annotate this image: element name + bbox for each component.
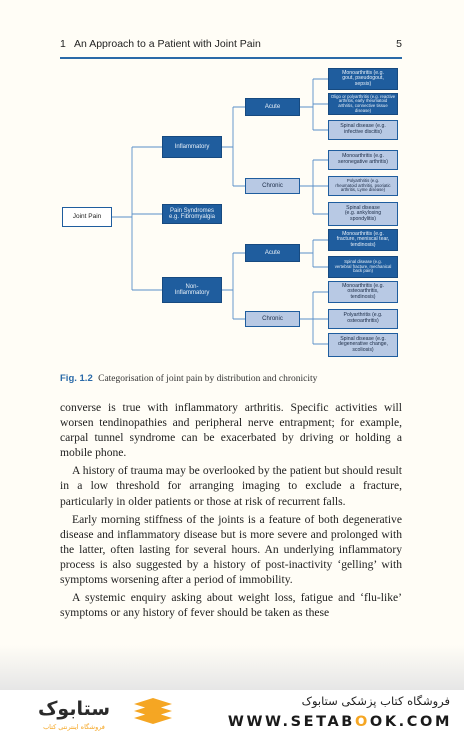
figure-caption: [60, 373, 402, 384]
node-pain-syndromes: Pain Syndromes e.g. Fibromyalgia: [162, 204, 222, 224]
shop-name: فروشگاه کتاب پزشکی ستابوک: [301, 694, 450, 708]
node-inflammatory: Inflammatory: [162, 136, 222, 158]
header-rule: [60, 57, 402, 59]
node-non-inflammatory: Non- Inflammatory: [162, 277, 222, 303]
leaf-infl-acute-polyarthritis: Oligo or polyarthritis (e.g. reactive arthritis, early rheumatoid arthritis, connective tissue disease): [328, 93, 398, 115]
leaf-non-acute-monoarthritis: Monoarthritis (e.g. fracture, meniscal tear, tendinosis): [328, 229, 398, 251]
connector-non-acute: [300, 240, 328, 267]
connector-non-chronic: [300, 292, 328, 344]
leaf-non-acute-spinal: Spinal disease (e.g. vertebral fracture, mechanical back pain): [328, 256, 398, 278]
node-noninflammatory-chronic: Chronic: [245, 311, 300, 327]
leaf-infl-chronic-monoarthritis: Monoarthritis (e.g. seronegative arthritis): [328, 150, 398, 170]
joint-pain-flowchart: [58, 64, 404, 364]
connector-inflammatory: [222, 107, 245, 186]
leaf-non-chronic-polyarthritis: Polyarthritis (e.g. osteoarthritis): [328, 309, 398, 329]
body-text: [60, 400, 402, 623]
watermark-footer: [0, 690, 464, 742]
node-noninflammatory-acute: Acute: [245, 244, 300, 262]
leaf-non-chronic-monoarthritis: Monoarthritis (e.g. osteoarthritis, tendinosis): [328, 281, 398, 303]
leaf-non-chronic-spinal: Spinal disease (e.g. degenerative change, scoliosis): [328, 333, 398, 357]
setabook-logo-subtitle: فروشگاه اینترنتی کتاب: [43, 723, 105, 731]
paragraph-4: A systemic enquiry asking about weight loss, fatigue and ‘flu-like’ symptoms or any history of fever should be taken as these: [60, 591, 402, 620]
paragraph-2: A history of trauma may be overlooked by the patient but should result in a low threshold for arranging imaging to exclude a fracture, particularly in older patients or those at risk of recurrent falls.: [60, 464, 402, 508]
book-logo-icon: [132, 698, 174, 726]
paragraph-1: converse is true with inflammatory arthritis. Specific activities will worsen tendinopathies and peripheral nerve entrapment; for example, carpal tunnel syndrome can be exacerbated by driving or holding a mobile phone.: [60, 401, 402, 460]
leaf-infl-acute-monoarthritis: Monoarthritis (e.g. gout, pseudogout, sepsis): [328, 68, 398, 90]
connector-noninflammatory: [222, 253, 245, 319]
node-joint-pain: Joint Pain: [62, 207, 112, 227]
paragraph-3: Early morning stiffness of the joints is a feature of both degenerative disease and inflammatory disease but is more severe and prolonged with the latter, often lasting for several hours. An underlying inflammatory process is also suggested by a history of post-inactivity ‘gelling’ with symptoms worsening after a period of immobility.: [60, 512, 402, 587]
figure-caption-text: Categorisation of joint pain by distribution and chronicity: [98, 374, 318, 384]
connector-infl-acute: [300, 79, 328, 130]
website-url: WWW.SETABOOK.COM: [227, 714, 452, 730]
figure-label: Fig. 1.2: [60, 373, 93, 384]
page-number: 5: [396, 38, 402, 50]
connector-infl-chronic: [300, 160, 328, 214]
bottom-fade: [0, 645, 464, 690]
leaf-infl-acute-spinal: Spinal disease (e.g. infective discitis): [328, 120, 398, 140]
running-header: [60, 38, 402, 54]
node-inflammatory-chronic: Chronic: [245, 178, 300, 194]
leaf-infl-chronic-polyarthritis: Polyarthritis (e.g. rheumatoid arthritis, psoriatic arthritis, Lyme disease): [328, 176, 398, 196]
leaf-infl-chronic-spinal: Spinal disease (e.g. ankylosing spondylitis): [328, 202, 398, 226]
connector-root: [112, 147, 162, 290]
chapter-title: 1 An Approach to a Patient with Joint Pain: [60, 38, 261, 50]
setabook-logo-text: ستابوک: [37, 698, 111, 720]
node-inflammatory-acute: Acute: [245, 98, 300, 116]
